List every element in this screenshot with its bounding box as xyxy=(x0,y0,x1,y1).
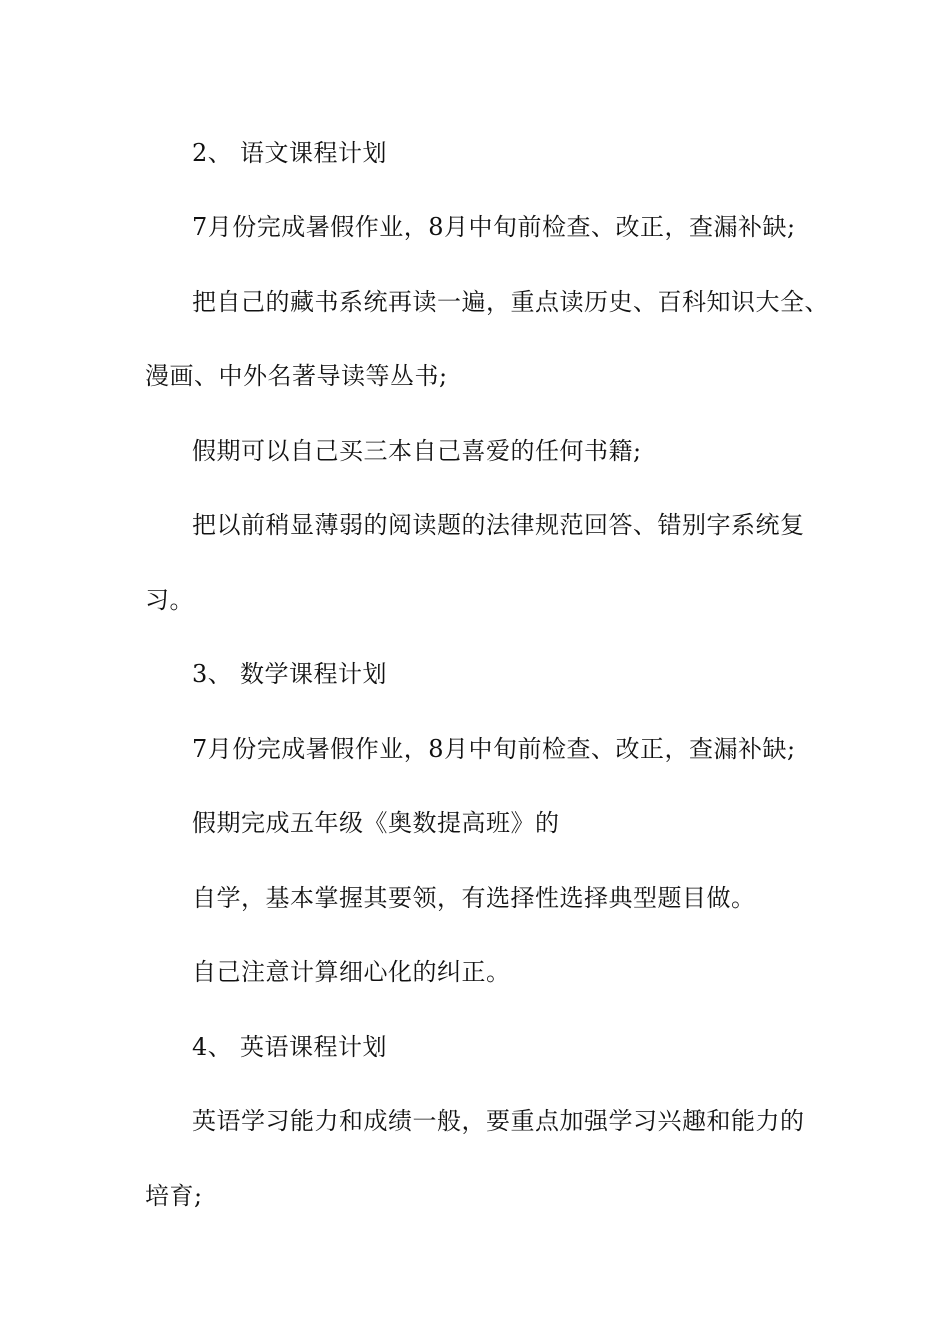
paragraph-line: 假期完成五年级《奥数提高班》的 xyxy=(192,809,560,837)
paragraph-line: 把自己的藏书系统再读一遍，重点读历史、百科知识大全、 xyxy=(192,288,829,316)
paragraph-line: 习。 xyxy=(145,586,194,614)
section-heading-chinese xyxy=(192,138,387,168)
paragraph-line: 自学，基本掌握其要领，有选择性选择典型题目做。 xyxy=(192,884,756,912)
paragraph-line: 7月份完成暑假作业，8月中旬前检查、改正，查漏补缺; xyxy=(192,213,796,241)
section-number: 2、 xyxy=(192,139,233,167)
paragraph-line: 自己注意计算细心化的纠正。 xyxy=(192,958,511,986)
section-number: 4、 xyxy=(192,1033,233,1061)
paragraph-line: 7月份完成暑假作业，8月中旬前检查、改正，查漏补缺; xyxy=(192,735,796,763)
section-title: 数学课程计划 xyxy=(240,660,387,688)
paragraph-line: 漫画、中外名著导读等丛书; xyxy=(145,362,448,390)
section-heading-math xyxy=(192,659,387,689)
paragraph-line: 假期可以自己买三本自己喜爱的任何书籍; xyxy=(192,437,642,465)
section-number: 3、 xyxy=(192,660,233,688)
section-title: 语文课程计划 xyxy=(240,139,387,167)
section-title: 英语课程计划 xyxy=(240,1033,387,1061)
paragraph-line: 把以前稍显薄弱的阅读题的法律规范回答、错别字系统复 xyxy=(192,511,805,539)
paragraph-line: 英语学习能力和成绩一般，要重点加强学习兴趣和能力的 xyxy=(192,1107,805,1135)
paragraph-line: 培育; xyxy=(145,1182,203,1210)
section-heading-english xyxy=(192,1032,387,1062)
